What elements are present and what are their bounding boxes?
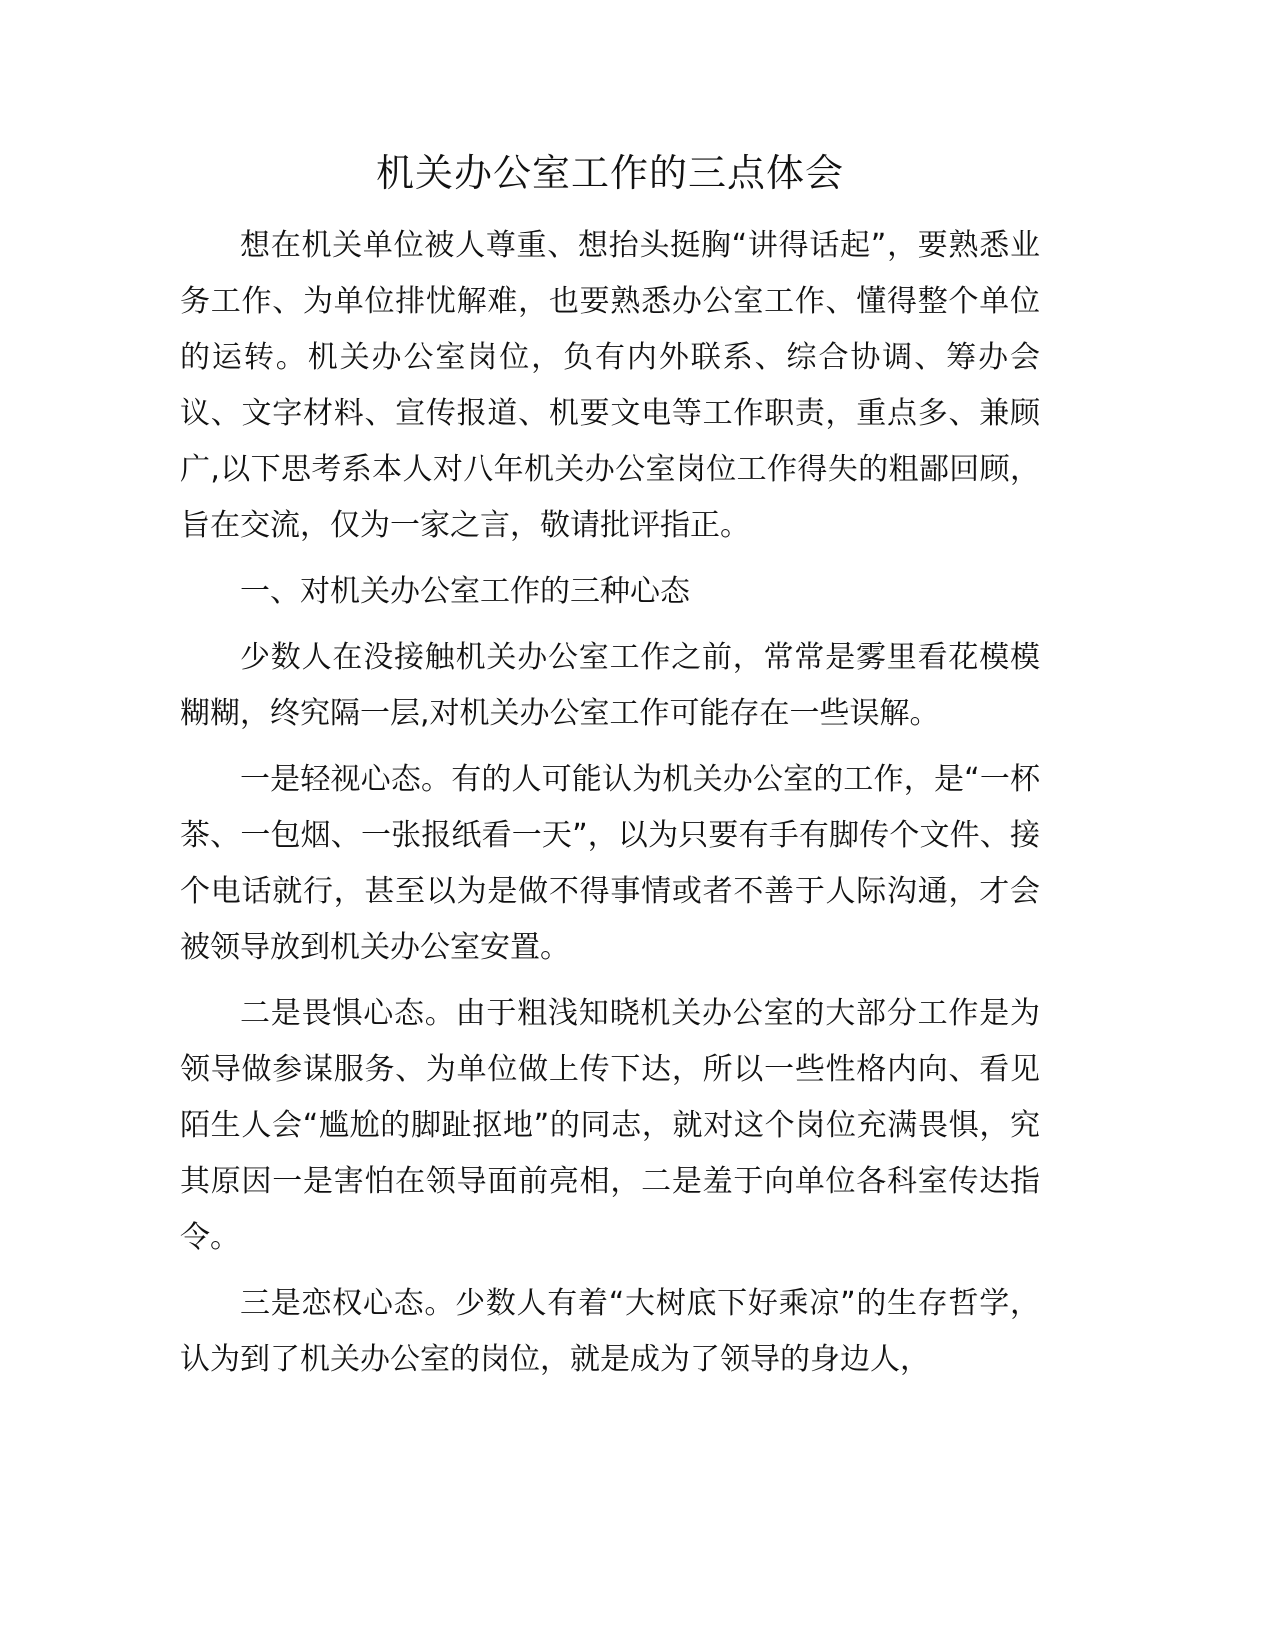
body-paragraph: 少数人在没接触机关办公室工作之前，常常是雾里看花模模糊糊，终究隔一层,对机关办公室工作可能存在一些误解。 — [180, 640, 1040, 731]
body-paragraph: 一是轻视心态。有的人可能认为机关办公室的工作，是“一杯茶、一包烟、一张报纸看一天”，以为只要有手有脚传个文件、接个电话就行，甚至以为是做不得事情或者不善于人际沟通，才会被领导放到机关办公室安置。 — [180, 762, 1040, 965]
document-title: 机关办公室工作的三点体会 — [375, 151, 844, 195]
document-body — [180, 150, 1040, 1398]
section-heading: 一、对机关办公室工作的三种心态 — [240, 574, 690, 609]
body-paragraph: 三是恋权心态。少数人有着“大树底下好乘凉”的生存哲学，认为到了机关办公室的岗位，就是成为了领导的身边人， — [180, 1286, 1040, 1377]
body-paragraph: 二是畏惧心态。由于粗浅知晓机关办公室的大部分工作是为领导做参谋服务、为单位做上传下达，所以一些性格内向、看见陌生人会“尴尬的脚趾抠地”的同志，就对这个岗位充满畏惧，究其原因一是害怕在领导面前亮相，二是羞于向单位各科室传达指令。 — [180, 996, 1040, 1255]
intro-paragraph: 想在机关单位被人尊重、想抬头挺胸“讲得话起”，要熟悉业务工作、为单位排忧解难，也要熟悉办公室工作、懂得整个单位的运转。机关办公室岗位，负有内外联系、综合协调、筹办会议、文字材料、宣传报道、机要文电等工作职责，重点多、兼顾广,以下思考系本人对八年机关办公室岗位工作得失的粗鄙回顾，旨在交流，仅为一家之言，敬请批评指正。 — [180, 228, 1040, 543]
